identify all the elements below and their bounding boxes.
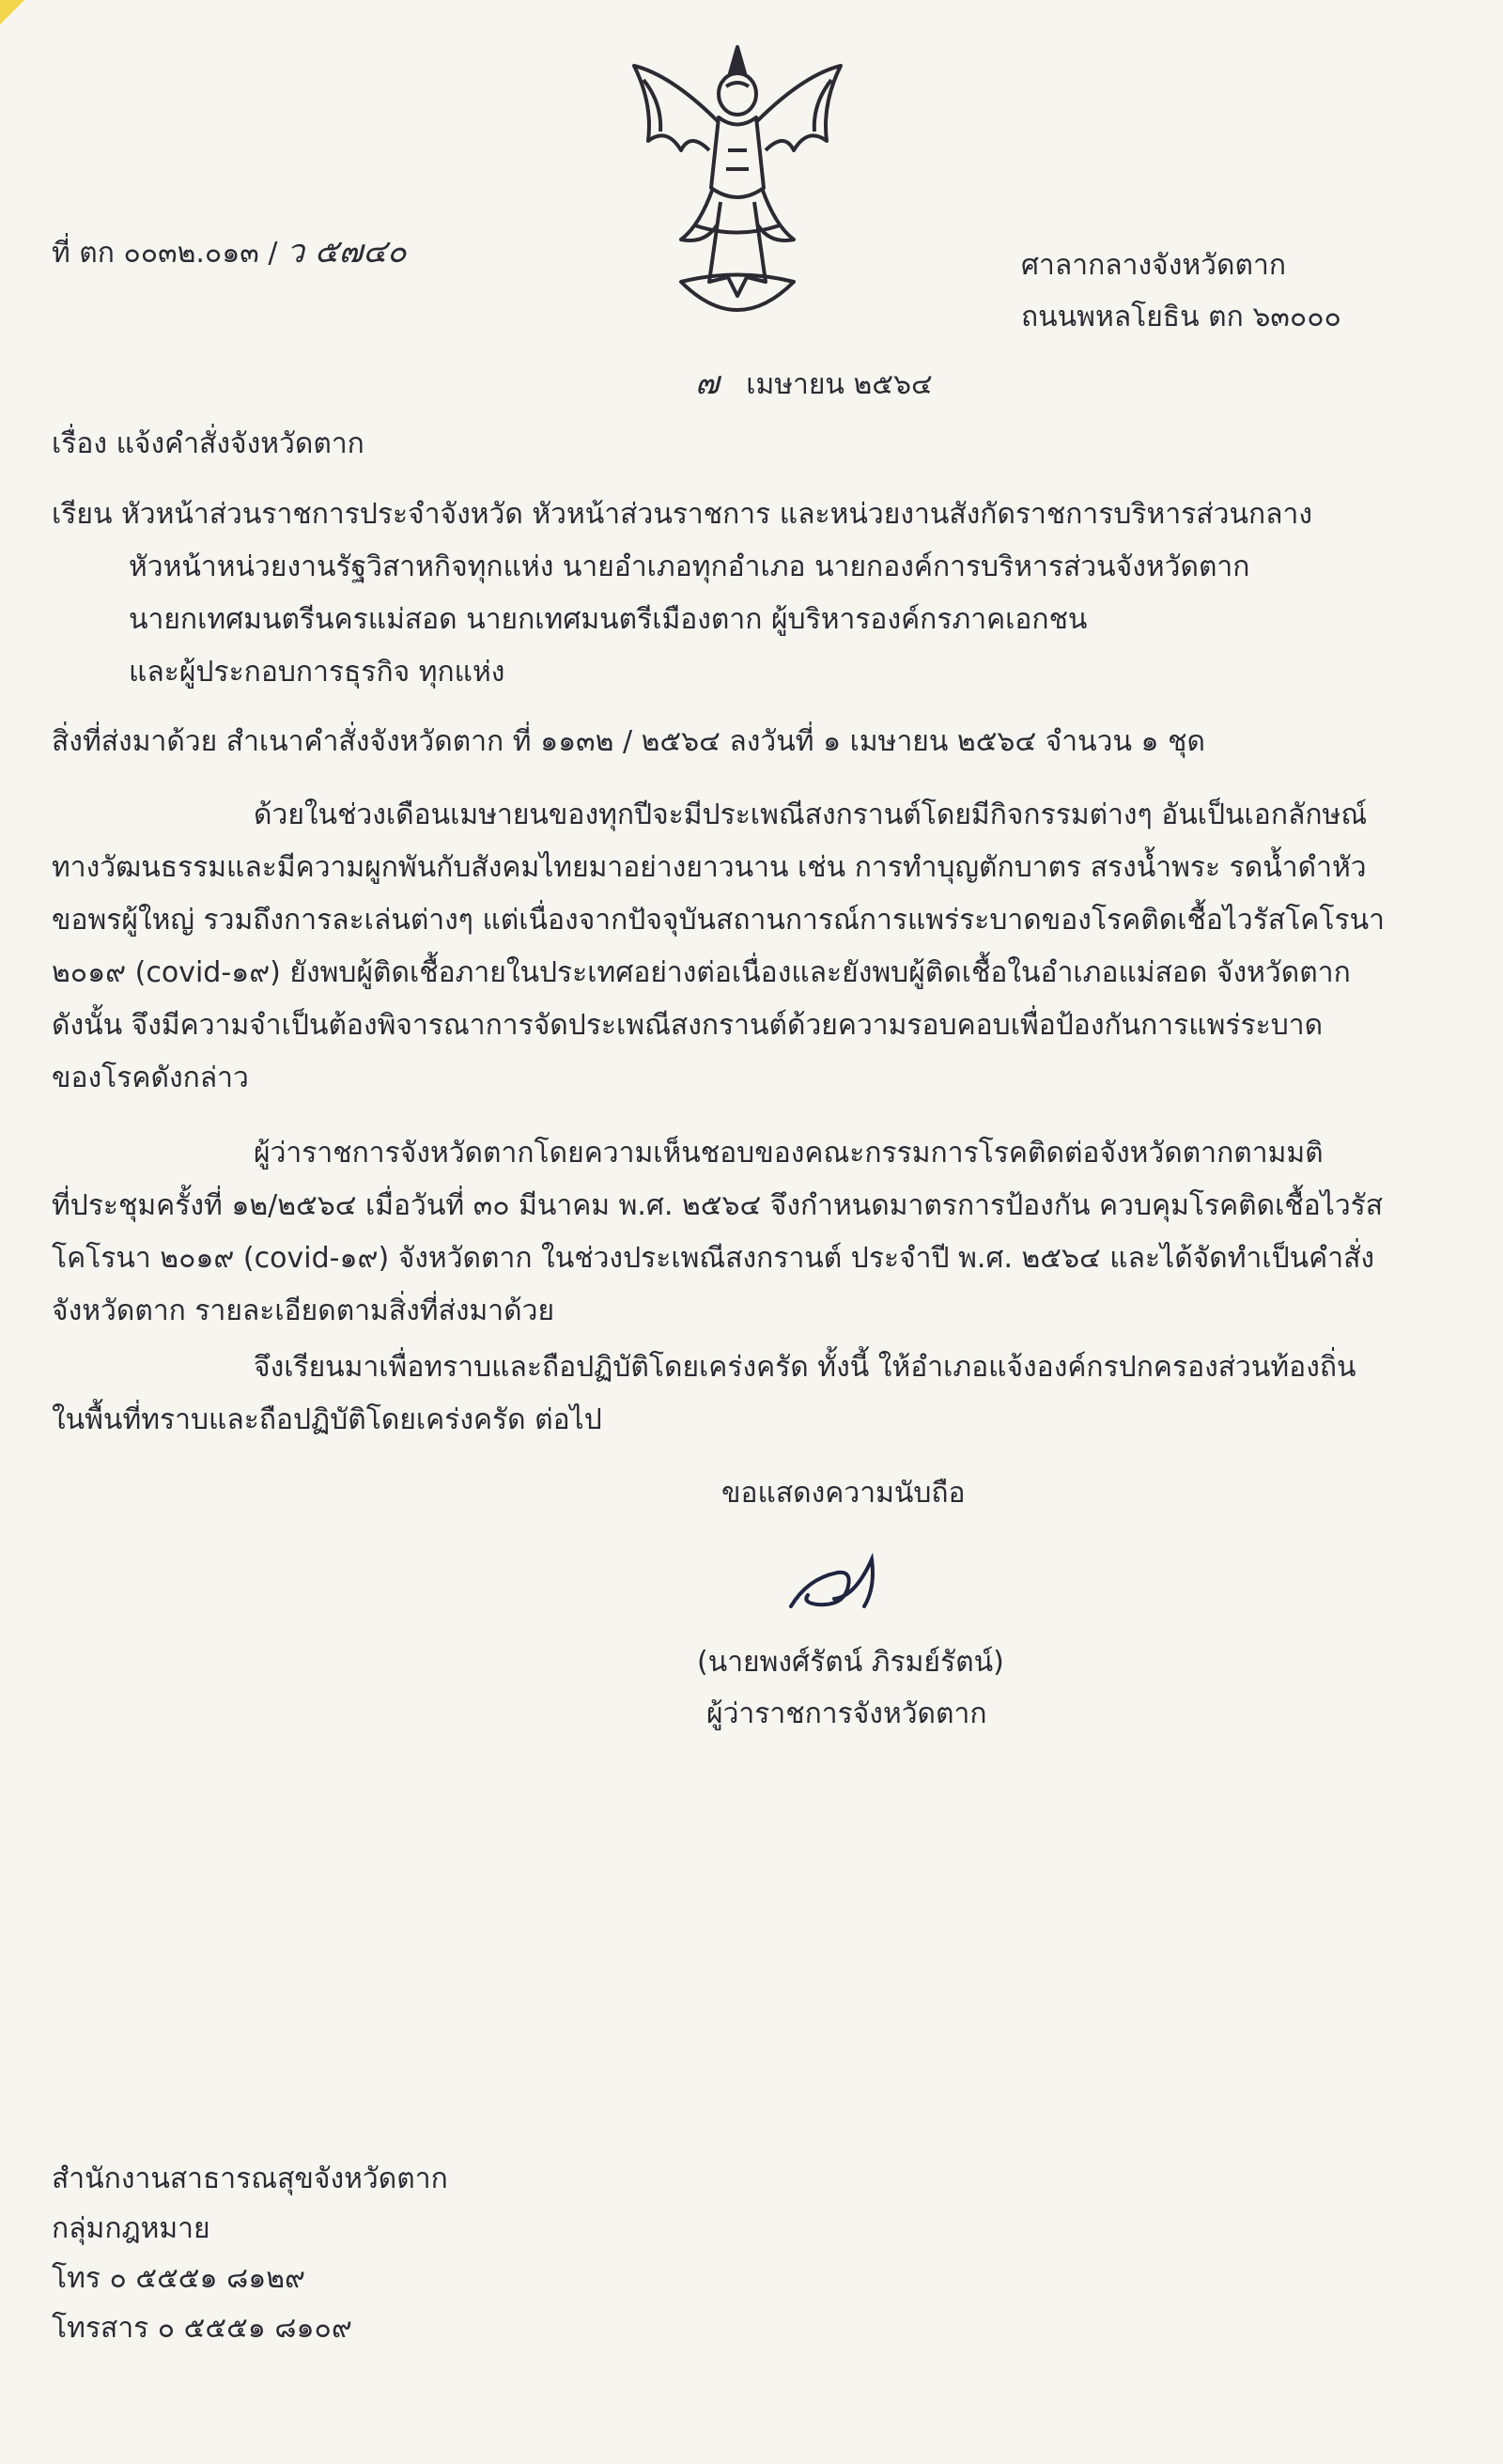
recipient-block bbox=[52, 488, 1312, 699]
ref-number bbox=[52, 233, 407, 272]
address-line-1: ศาลากลางจังหวัดตาก bbox=[1021, 249, 1286, 282]
body-paragraph-2 bbox=[52, 1127, 1383, 1338]
paragraph-line: ขอพรผู้ใหญ่ รวมถึงการละเล่นต่างๆ แต่เนื่องจากปัจจุบันสถานการณ์การแพร่ระบาดของโรคติดเชื้อไวรัสโคโรนา bbox=[52, 904, 1385, 937]
footer-division: กลุ่มกฎหมาย bbox=[52, 2212, 210, 2245]
footer-fax: โทรสาร ๐ ๕๕๕๑ ๘๑๐๙ bbox=[52, 2312, 352, 2345]
signer-name: (นายพงศ์รัตน์ ภิรมย์รัตน์) bbox=[697, 1646, 1004, 1679]
date-month-year: เมษายน ๒๕๖๔ bbox=[746, 368, 933, 401]
signature-icon bbox=[780, 1541, 902, 1625]
paragraph-line: ๒๐๑๙ (covid-๑๙) ยังพบผู้ติดเชื้อภายในประเทศอย่างต่อเนื่องและยังพบผู้ติดเชื้อในอำเภอแม่สอด จังหวัดตาก bbox=[52, 956, 1351, 989]
paragraph-line: โคโรนา ๒๐๑๙ (covid-๑๙) จังหวัดตาก ในช่วงประเพณีสงกรานต์ ประจำปี พ.ศ. ๒๕๖๔ และได้จัดทำเป็นคำสั่ง bbox=[52, 1242, 1375, 1275]
paragraph-line: ของโรคดังกล่าว bbox=[52, 1062, 249, 1094]
paragraph-line: ดังนั้น จึงมีความจำเป็นต้องพิจารณาการจัดประเพณีสงกรานต์ด้วยความรอบคอบเพื่อป้องกันการแพร่ระบาด bbox=[52, 1009, 1324, 1042]
footer-phone: โทร ๐ ๕๕๕๑ ๘๑๒๙ bbox=[52, 2262, 306, 2295]
paragraph-line: ทางวัฒนธรรมและมีความผูกพันกับสังคมไทยมาอย่างยาวนาน เช่น การทำบุญตักบาตร สรงน้ำพระ รดน้ำดำหัว bbox=[52, 851, 1367, 884]
corner-mark bbox=[0, 0, 24, 24]
address-line-2: ถนนพหลโยธิน ตก ๖๓๐๐๐ bbox=[1021, 301, 1341, 333]
paragraph-line: ด้วยในช่วงเดือนเมษายนของทุกปีจะมีประเพณีสงกรานต์โดยมีกิจกรรมต่างๆ อันเป็นเอกลักษณ์ bbox=[254, 798, 1368, 831]
recipient-line: และผู้ประกอบการธุรกิจ ทุกแห่ง bbox=[129, 656, 505, 689]
footer-office: สำนักงานสาธารณสุขจังหวัดตาก bbox=[52, 2162, 448, 2195]
recipient-line: นายกเทศมนตรีนครแม่สอด นายกเทศมนตรีเมืองตาก ผู้บริหารองค์กรภาคเอกชน bbox=[129, 603, 1088, 636]
garuda-emblem-icon bbox=[615, 38, 860, 319]
paragraph-line: จึงเรียนมาเพื่อทราบและถือปฏิบัติโดยเคร่งครัด ทั้งนี้ ให้อำเภอแจ้งองค์กรปกครองส่วนท้องถิ่น bbox=[254, 1351, 1356, 1384]
closing-salutation: ขอแสดงความนับถือ bbox=[721, 1477, 966, 1510]
date-day-handwritten: ๗ bbox=[695, 364, 720, 402]
signer-title: ผู้ว่าราชการจังหวัดตาก bbox=[706, 1697, 987, 1730]
body-paragraph-3 bbox=[52, 1341, 1356, 1447]
paragraph-line: ที่ประชุมครั้งที่ ๑๒/๒๕๖๔ เมื่อวันที่ ๓๐ มีนาคม พ.ศ. ๒๕๖๔ จึงกำหนดมาตรการป้องกัน ควบคุมโรคติดเชื้อไวรัส bbox=[52, 1189, 1384, 1222]
paragraph-line: ผู้ว่าราชการจังหวัดตากโดยความเห็นชอบของคณะกรรมการโรคติดต่อจังหวัดตากตามมติ bbox=[254, 1137, 1324, 1170]
subject-line: เรื่อง แจ้งคำสั่งจังหวัดตาก bbox=[52, 427, 364, 460]
paragraph-line: ในพื้นที่ทราบและถือปฏิบัติโดยเคร่งครัด ต่อไป bbox=[52, 1403, 602, 1436]
letter-date bbox=[695, 364, 933, 404]
ref-number-handwritten: ว ๕๗๔๐ bbox=[287, 233, 407, 271]
paragraph-line: จังหวัดตาก รายละเอียดตามสิ่งที่ส่งมาด้วย bbox=[52, 1294, 555, 1327]
recipient-line: เรียน หัวหน้าส่วนราชการประจำจังหวัด หัวหน้าส่วนราชการ และหน่วยงานสังกัดราชการบริหารส่วนกลาง bbox=[52, 498, 1312, 531]
body-paragraph-1 bbox=[52, 789, 1385, 1105]
ref-number-printed: ที่ ตก ๐๐๓๒.๐๑๓ / bbox=[52, 237, 278, 270]
enclosure-line: สิ่งที่ส่งมาด้วย สำเนาคำสั่งจังหวัดตาก ที่ ๑๑๓๒ / ๒๕๖๔ ลงวันที่ ๑ เมษายน ๒๕๖๔ จำนวน ๑ ชุด bbox=[52, 725, 1205, 758]
recipient-line: หัวหน้าหน่วยงานรัฐวิสาหกิจทุกแห่ง นายอำเภอทุกอำเภอ นายกองค์การบริหารส่วนจังหวัดตาก bbox=[129, 550, 1250, 583]
